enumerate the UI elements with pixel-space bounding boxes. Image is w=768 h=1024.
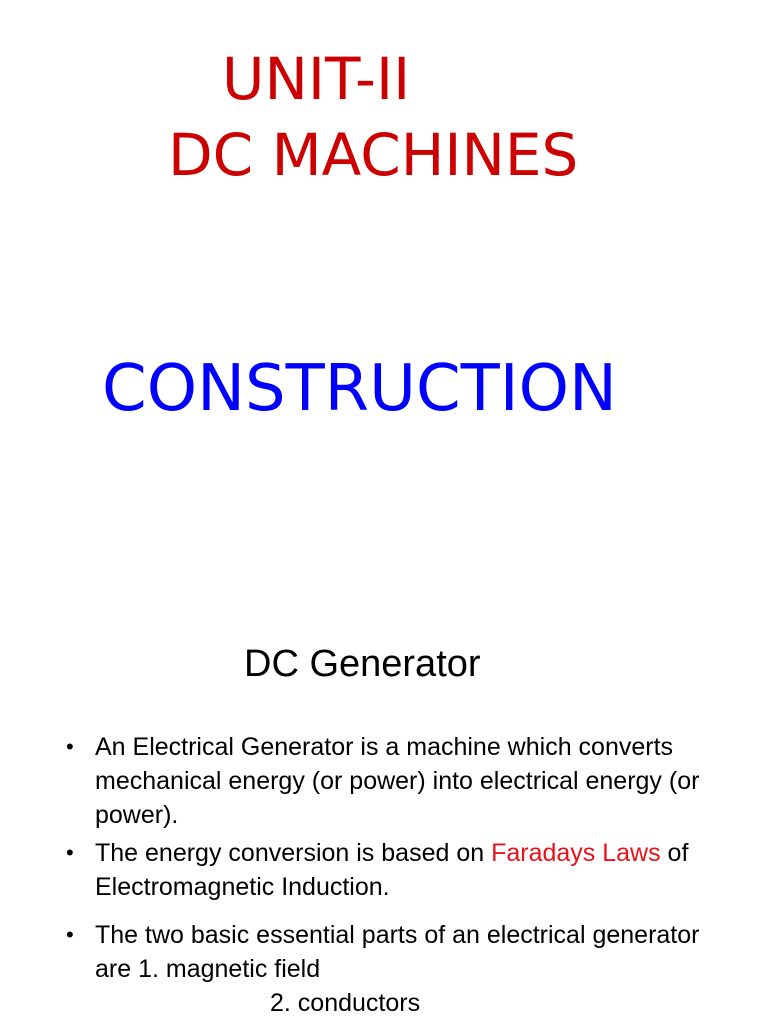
- bullet-text: The two basic essential parts of an electrical generator are 1. magnetic field: [95, 921, 700, 983]
- bullet-icon: •: [66, 734, 74, 759]
- bullet-item: [66, 730, 706, 832]
- dc-generator-slide: [0, 600, 768, 1024]
- slide-heading: DC Generator: [244, 643, 481, 685]
- bullet-text-pre: The energy conversion is based on: [95, 839, 492, 867]
- bullet-text: An Electrical Generator is a machine which converts mechanical energy (or power) into electrical energy (or power).: [95, 733, 700, 829]
- bullet-icon: •: [66, 922, 74, 947]
- bullet-icon: •: [66, 840, 74, 865]
- subject-title: DC MACHINES: [168, 121, 579, 189]
- bullet-item: [66, 836, 706, 904]
- bullet-continuation: 2. conductors: [270, 989, 421, 1017]
- bullet-text-post: of Electromagnetic Induction.: [95, 839, 689, 901]
- bullet-list: [66, 730, 706, 1020]
- section-title: CONSTRUCTION: [102, 352, 617, 426]
- bullet-item: [66, 918, 706, 1020]
- unit-title: UNIT-II: [222, 45, 411, 113]
- faradays-laws-highlight: Faradays Laws: [491, 839, 661, 867]
